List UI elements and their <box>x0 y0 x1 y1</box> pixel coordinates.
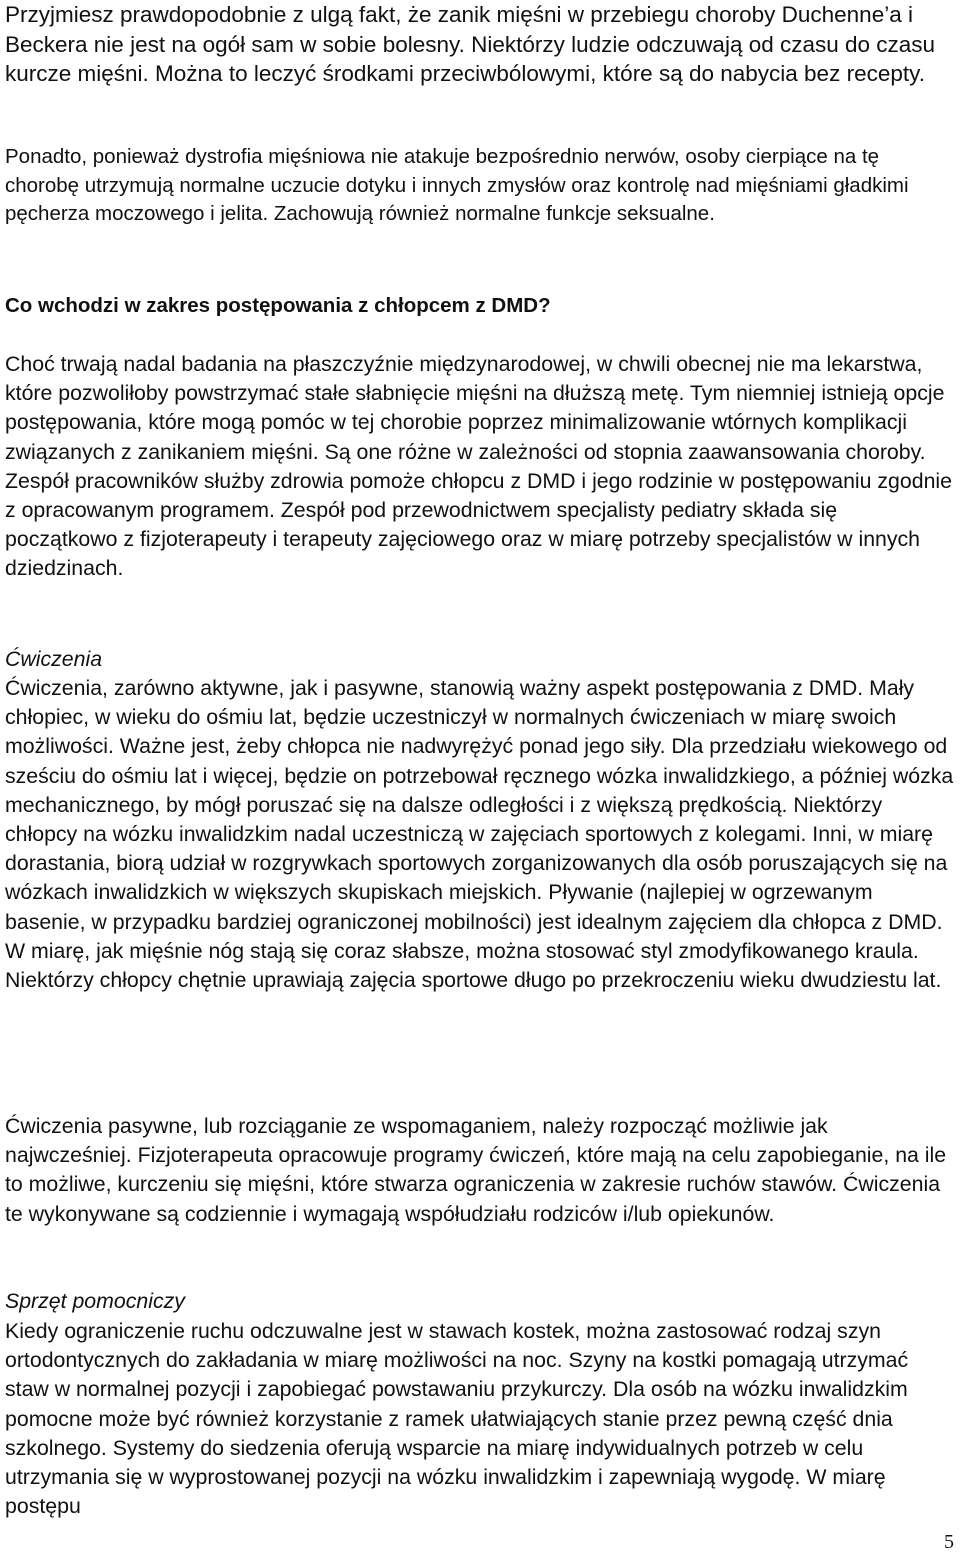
paragraph-exercises: Ćwiczenia, zarówno aktywne, jak i pasywne, stanowią ważny aspekt postępowania z DMD. Mały chłopiec, w wieku do ośmiu lat, będzie uczestniczył w normalnych ćwiczeniach w miarę swoich możliwości. Ważne jest, żeby chłopca nie nadwyrężyć ponad jego siły. Dla przedziału wiekowego od sześciu do ośmiu lat i więcej, będzie on potrzebował ręcznego wózka inwalidzkiego, a później wózka mechanicznego, by mógł poruszać się na dalsze odległości i z większą prędkością. Niektórzy chłopcy na wózku inwalidzkim nadal uczestniczą w zajęciach sportowych z kolegami. Inni, w miarę dorastania, biorą udział w rozgrywkach sportowych zorganizowanych dla osób poruszających się na wózkach inwalidzkich w większych skupiskach miejskich. Pływanie (najlepiej w ogrzewanym basenie, w przypadku bardziej ograniczonej mobilności) jest idealnym zajęciem dla chłopca z DMD. W miarę, jak mięśnie nóg stają się coraz słabsze, można stosować styl zmodyfikowanego kraula. Niektórzy chłopcy chętnie uprawiają zajęcia sportowe długo po przekroczeniu wieku dwudziestu lat. <box>5 676 954 993</box>
paragraph-management: Choć trwają nadal badania na płaszczyźnie międzynarodowej, w chwili obecnej nie ma lekarstwa, które pozwoliłoby powstrzymać stałe słabnięcie mięśni na dłuższą metę. Tym niemniej istnieją opcje postępowania, które mogą pomóc w tej chorobie poprzez minimalizowanie wtórnych komplikacji związanych z zanikaniem mięśni. Są one różne w zależności od stopnia zaawansowania choroby. Zespół pracowników służby zdrowia pomoże chłopcu z DMD i jego rodzinie w postępowaniu zgodnie z opracowanym programem. Zespół pod przewodnictwem specjalisty pediatry składa się początkowo z fizjoterapeuty i terapeuty zajęciowego oraz w miarę potrzeby specjalistów w innych dziedzinach. <box>5 352 953 581</box>
paragraph-passive-exercises: Ćwiczenia pasywne, lub rozciąganie ze wspomaganiem, należy rozpocząć możliwie jak najwcześniej. Fizjoterapeuta opracowuje programy ćwiczeń, które mają na celu zapobieganie, na ile to możliwe, kurczeniu się mięśni, które stwarza ograniczenia w zakresie ruchów stawów. Ćwiczenia te wykonywane są codziennie i wymagają współudziału rodziców i/lub opiekunów. <box>5 1114 947 1226</box>
paragraph-equipment: Kiedy ograniczenie ruchu odczuwalne jest w stawach kostek, można zastosować rodzaj szyn ortodontycznych do zakładania w miarę możliwości na noc. Szyny na kostki pomagają utrzymać staw w normalnej pozycji i zapobiegać powstawaniu przykurczy. Dla osób na wózku inwalidzkim pomocne może być również korzystanie z ramek ułatwiających stanie przez pewną część dnia szkolnego. Systemy do siedzenia oferują wsparcie na miarę indywidualnych potrzeb w celu utrzymania się w wyprostowanej pozycji na wózku inwalidzkim i zapewniają wygodę. W miarę postępu <box>5 1319 909 1519</box>
section-heading: Co wchodzi w zakres postępowania z chłopcem z DMD? <box>5 294 551 317</box>
subheading-equipment: Sprzęt pomocniczy <box>5 1289 185 1313</box>
page-number: 5 <box>944 1531 954 1553</box>
paragraph-pain: Przyjmiesz prawdopodobnie z ulgą fakt, że zanik mięśni w przebiegu choroby Duchenne’a i Beckera nie jest na ogół sam w sobie bolesny. Niektórzy ludzie odczuwają od czasu do czasu kurcze mięśni. Można to leczyć środkami przeciwbólowymi, które są do nabycia bez recepty. <box>5 2 936 86</box>
subheading-exercises: Ćwiczenia <box>5 647 103 671</box>
paragraph-nerves: Ponadto, ponieważ dystrofia mięśniowa nie atakuje bezpośrednio nerwów, osoby cierpiące na tę chorobę utrzymują normalne uczucie dotyku i innych zmysłów oraz kontrolę nad mięśniami gładkimi pęcherza moczowego i jelita. Zachowują również normalne funkcje seksualne. <box>5 145 909 225</box>
